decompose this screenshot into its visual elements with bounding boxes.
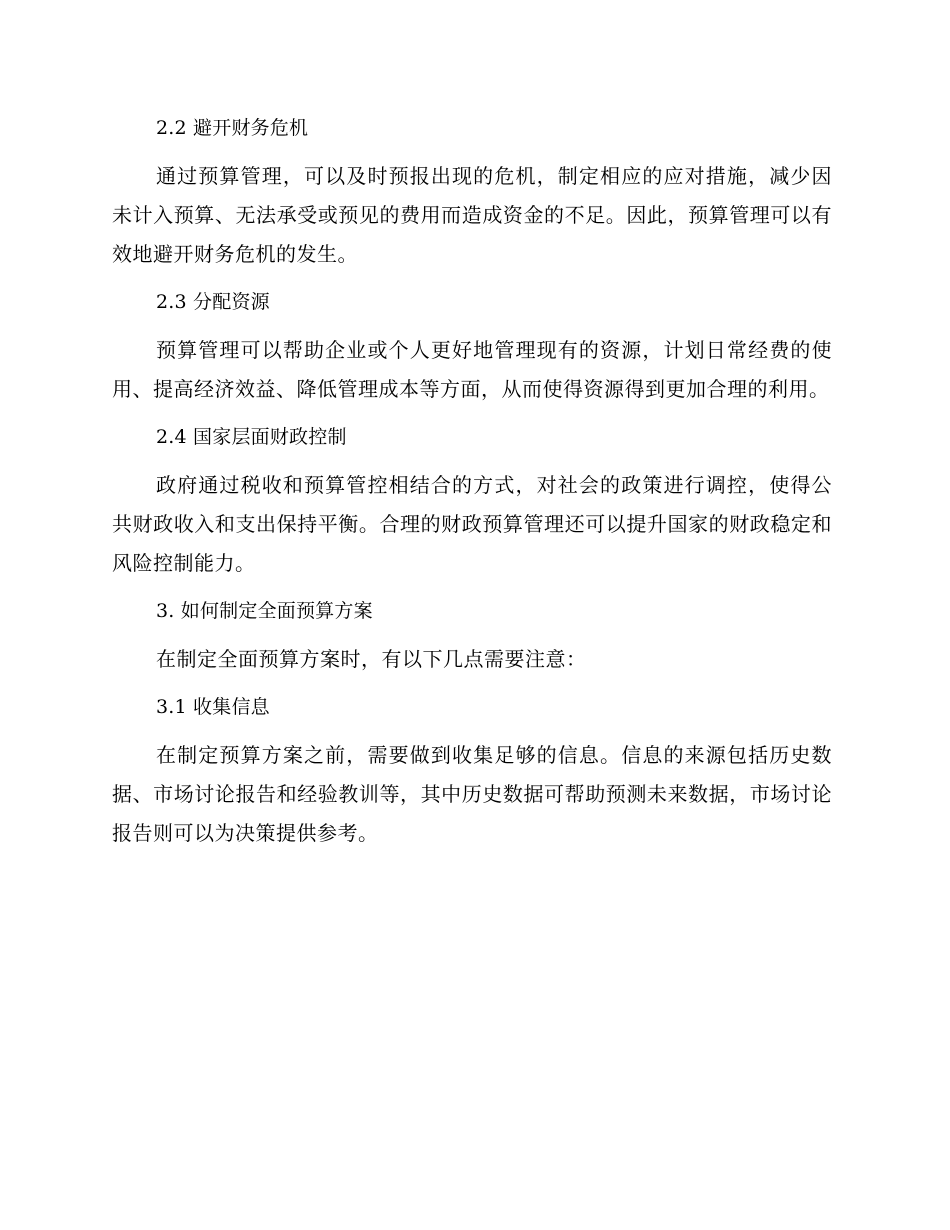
document-body [112, 110, 832, 853]
section-paragraph-2-3: 预算管理可以帮助企业或个人更好地管理现有的资源，计划日常经费的使用、提高经济效益、降低管理成本等方面，从而使得资源得到更加合理的利用。 [112, 338, 832, 401]
section-heading-3: 3. 如何制定全面预算方案 [156, 600, 373, 622]
section-paragraph-3-1: 在制定预算方案之前，需要做到收集足够的信息。信息的来源包括历史数据、市场讨论报告和经验教训等，其中历史数据可帮助预测未来数据，市场讨论报告则可以为决策提供参考。 [112, 743, 832, 845]
section-heading-2-3: 2.3 分配资源 [156, 291, 270, 313]
section-heading-3-1: 3.1 收集信息 [156, 696, 270, 718]
section-heading-2-2: 2.2 避开财务危机 [156, 117, 309, 139]
section-heading-2-4: 2.4 国家层面财政控制 [156, 426, 347, 448]
section-paragraph-3: 在制定全面预算方案时，有以下几点需要注意： [156, 647, 587, 671]
section-paragraph-2-4: 政府通过税收和预算管控相结合的方式，对社会的政策进行调控，使得公共财政收入和支出保持平衡。合理的财政预算管理还可以提升国家的财政稳定和风险控制能力。 [112, 473, 832, 575]
section-paragraph-2-2: 通过预算管理，可以及时预报出现的危机，制定相应的应对措施，减少因未计入预算、无法承受或预见的费用而造成资金的不足。因此，预算管理可以有效地避开财务危机的发生。 [112, 164, 832, 266]
